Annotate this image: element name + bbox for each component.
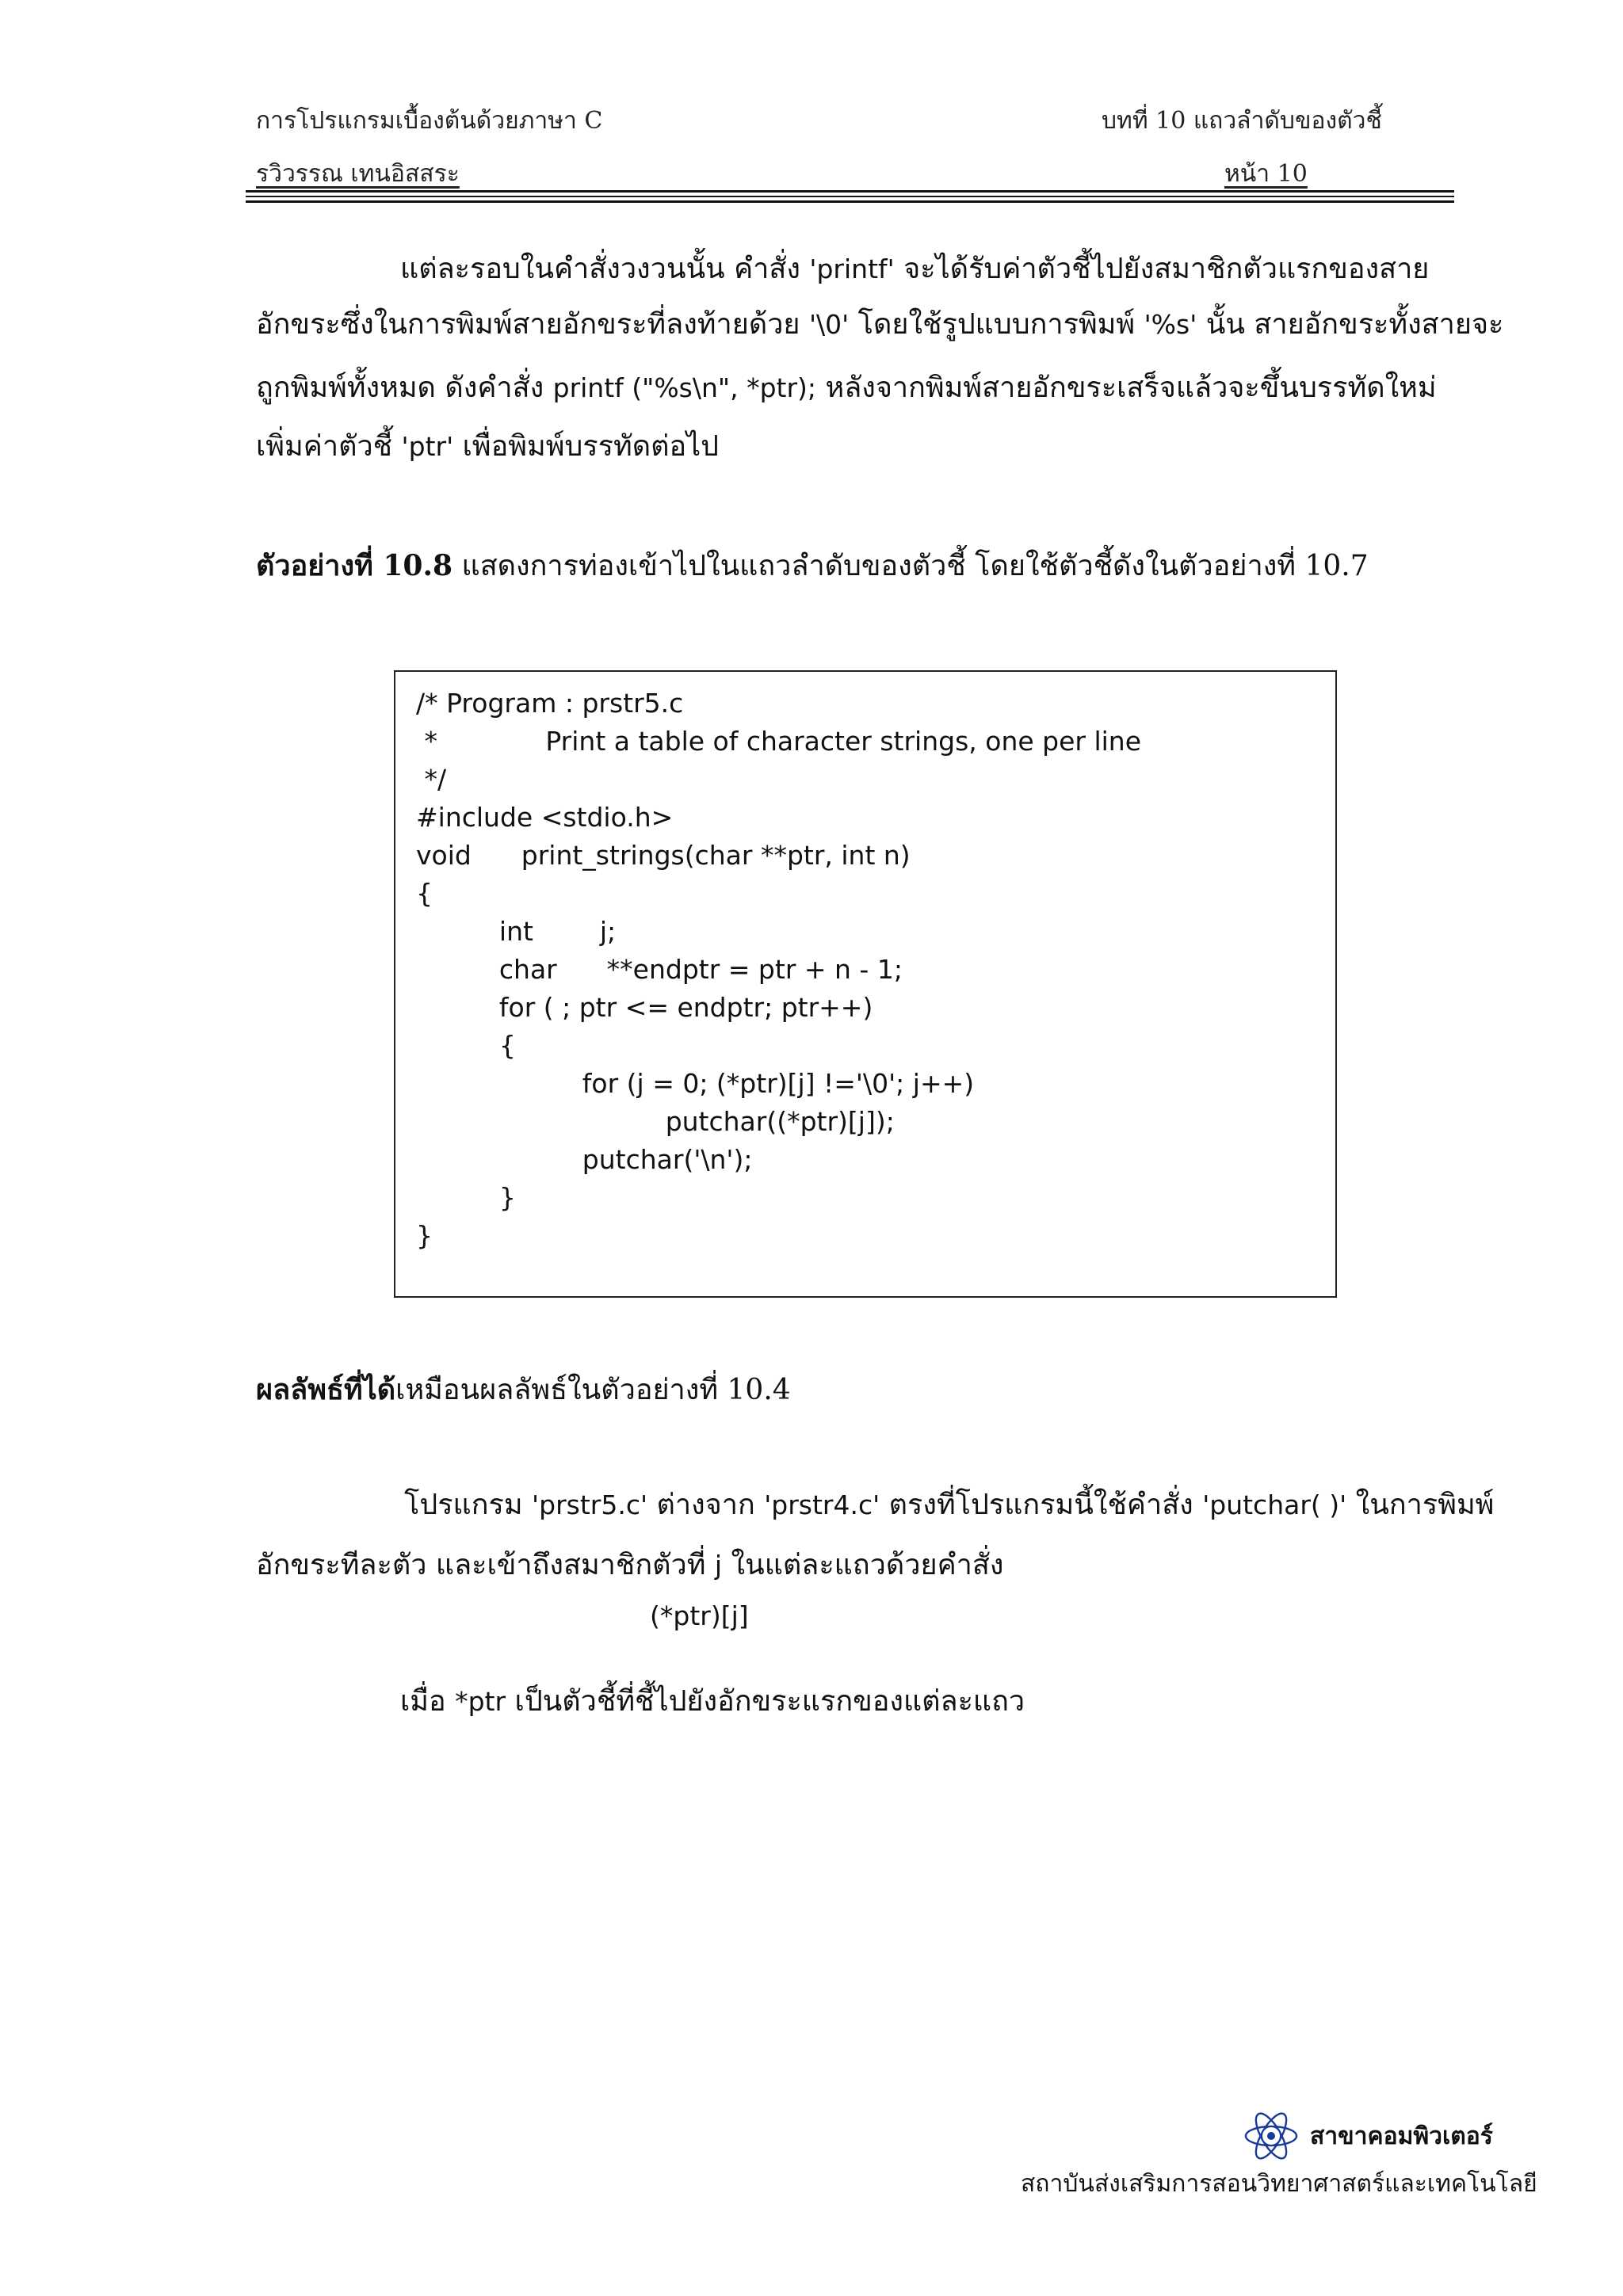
code-line-11: for (j = 0; (*ptr)[j] !='\0'; j++) [416, 1068, 975, 1099]
page-number: หน้า 10 [1224, 160, 1308, 188]
code-listing-box [394, 670, 1337, 1298]
code-line-10: { [416, 1030, 516, 1061]
code-line-3: */ [416, 764, 447, 795]
author-name: รวิวรรณ เทนอิสสระ [256, 160, 460, 188]
document-title: การโปรแกรมเบื้องต้นด้วยภาษา C [256, 107, 603, 135]
para2-line1: โปรแกรม 'prstr5.c' ต่างจาก 'prstr4.c' ตรงที่โปรแกรมนี้ใช้คำสั่ง 'putchar( )' ในการพิมพ์ [404, 1489, 1495, 1521]
code-line-12: putchar((*ptr)[j]); [416, 1106, 895, 1137]
code-line-4: #include <stdio.h> [416, 802, 674, 833]
code-line-9: for ( ; ptr <= endptr; ptr++) [416, 992, 873, 1023]
code-line-14: } [416, 1182, 516, 1213]
para2-line3: (*ptr)[j] [650, 1600, 749, 1631]
para2-line4: เมื่อ *ptr เป็นตัวชี้ที่ชี้ไปยังอักขระแรกของแต่ละแถว [400, 1685, 1025, 1718]
header-rule-middle [246, 196, 1454, 197]
code-line-5: void print_strings(char **ptr, int n) [416, 840, 911, 871]
result-line: ผลลัพธ์ที่ได้เหมือนผลลัพธ์ในตัวอย่างที่ 10.4 [256, 1373, 791, 1406]
header-rule-top [246, 190, 1454, 193]
example-label: ตัวอย่างที่ 10.8 [256, 549, 453, 582]
para2-line2: อักขระทีละตัว และเข้าถึงสมาชิกตัวที่ j ในแต่ละแถวด้วยคำสั่ง [256, 1549, 1004, 1581]
result-label: ผลลัพธ์ที่ได้ [256, 1373, 396, 1406]
para1-line2: อักขระซึ่งในการพิมพ์สายอักขระที่ลงท้ายด้วย '\0' โดยใช้รูปแบบการพิมพ์ '%s' นั้น สายอักขระทั้งสายจะ [256, 308, 1504, 341]
header-rule-bottom [246, 200, 1454, 203]
para1-line4: เพิ่มค่าตัวชี้ 'ptr' เพื่อพิมพ์บรรทัดต่อไป [256, 430, 720, 463]
code-line-15: } [416, 1220, 433, 1251]
code-line-7: int j; [416, 916, 617, 947]
example-heading: ตัวอย่างที่ 10.8 แสดงการท่องเข้าไปในแถวลำดับของตัวชี้ โดยใช้ตัวชี้ดังในตัวอย่างที่ 10.7 [256, 549, 1369, 582]
para1-line1: แต่ละรอบในคำสั่งวงวนนั้น คำสั่ง 'printf' จะได้รับค่าตัวชี้ไปยังสมาชิกตัวแรกของสาย [400, 253, 1430, 285]
code-line-2: * Print a table of character strings, one per line [416, 726, 1142, 757]
footer-department: สาขาคอมพิวเตอร์ [1310, 2122, 1493, 2150]
ipst-atom-logo-icon [1243, 2107, 1300, 2164]
code-line-6: { [416, 878, 433, 909]
para1-line3: ถูกพิมพ์ทั้งหมด ดังคำสั่ง printf ("%s\n", *ptr); หลังจากพิมพ์สายอักขระเสร็จแล้วจะขึ้นบรรทัดใหม่ [256, 372, 1437, 404]
code-line-1: /* Program : prstr5.c [416, 688, 684, 719]
footer-institute: สถาบันส่งเสริมการสอนวิทยาศาสตร์และเทคโนโลยี [1021, 2170, 1537, 2198]
chapter-title: บทที่ 10 แถวลำดับของตัวชี้ [1102, 107, 1382, 135]
code-line-8: char **endptr = ptr + n - 1; [416, 954, 903, 985]
code-line-13: putchar('\n'); [416, 1144, 753, 1175]
